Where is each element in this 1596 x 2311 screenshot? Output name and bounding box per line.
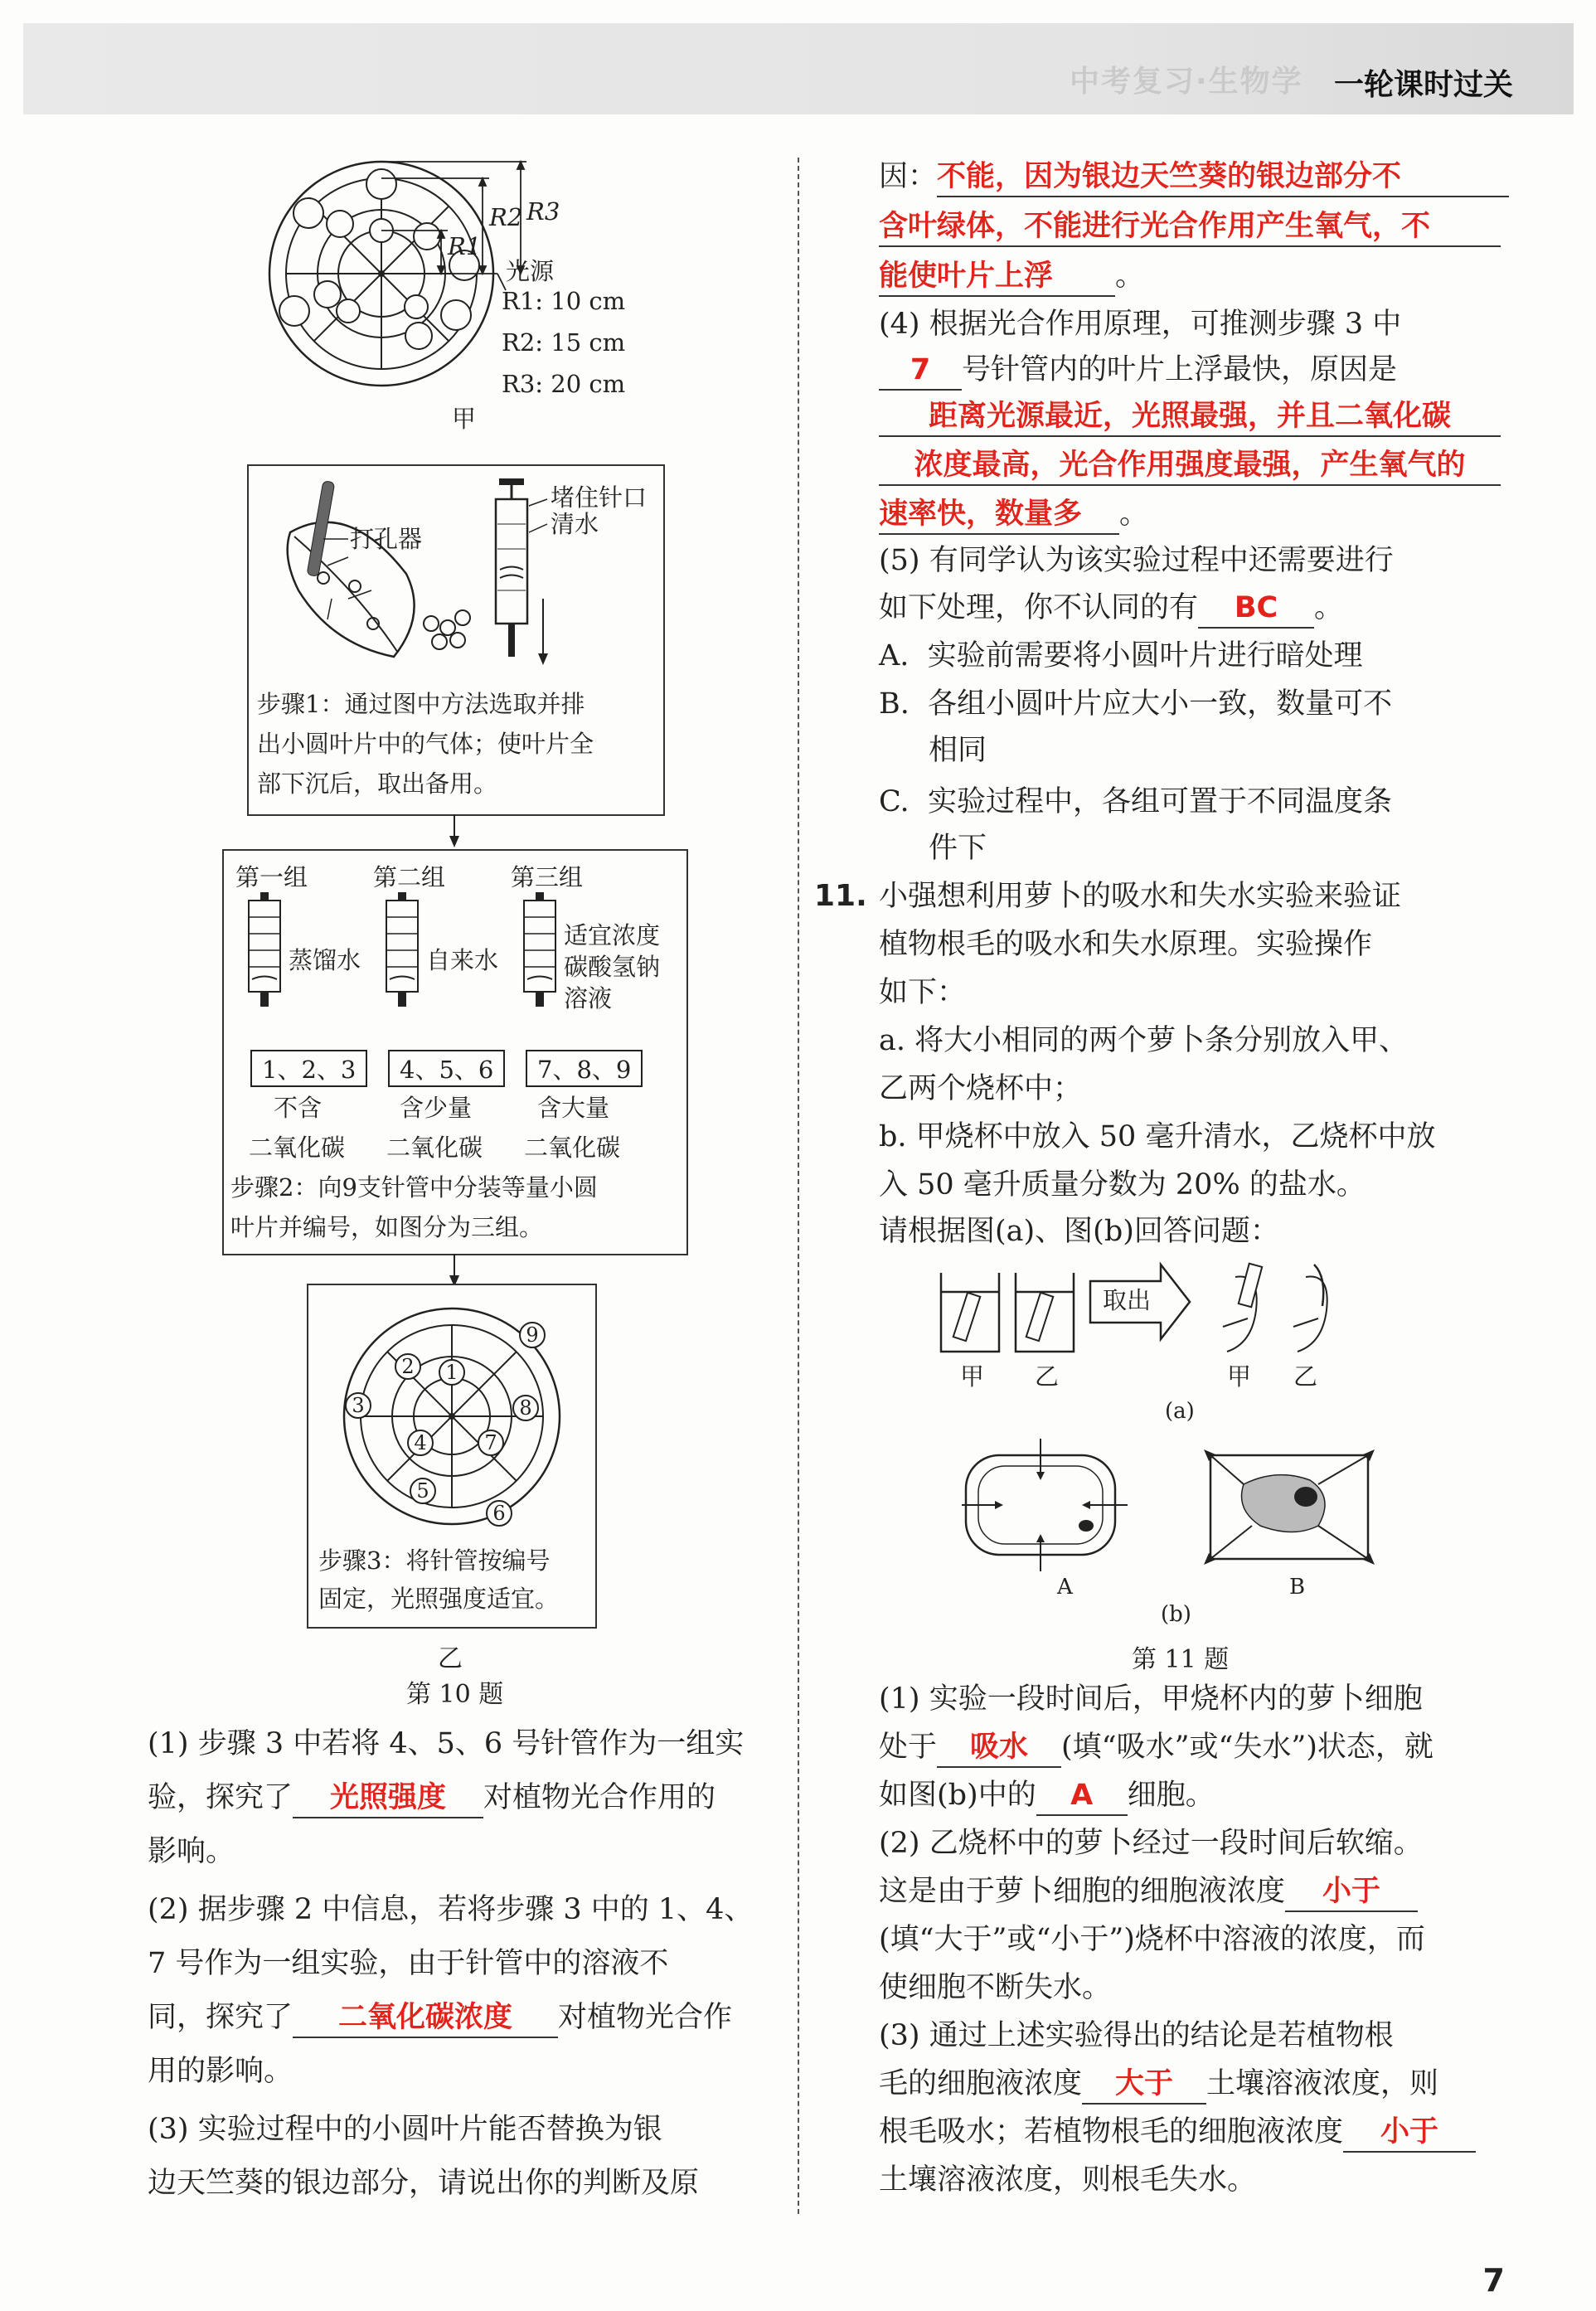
r2-label: R2 (489, 203, 523, 231)
q10-p2-line3: 同，探究了 二氧化碳浓度 对植物光合作 (148, 1997, 732, 2038)
q10-p4-line4 (879, 444, 1501, 486)
radish-yi-label: 乙 (1293, 1362, 1318, 1391)
q11-p2-line1: (2) 乙烧杯中的萝卜经过一段时间后软缩。 (879, 1827, 1423, 1860)
puncher-label: 打孔器 (350, 525, 423, 553)
q11-p2-answer: 小于 (1322, 1875, 1381, 1908)
q11-intro-line: 小强想利用萝卜的吸水和失水实验来验证 (879, 880, 1402, 913)
beaker-jia-label: 甲 (960, 1362, 985, 1391)
q10-p4-answer1: 7 (910, 353, 931, 386)
q10-p3-line2: 边天竺葵的银边部分，请说出你的判断及原 (148, 2167, 700, 2200)
q11-p2-line2: 这是由于萝卜细胞的细胞液浓度 小于 (879, 1871, 1418, 1912)
step1-text-line: 部下沉后，取出备用。 (257, 770, 498, 798)
co2-label: 二氧化碳 (386, 1134, 483, 1162)
liquid-label: 碳酸氢钠 (564, 953, 661, 981)
q11-p1-answer1: 吸水 (970, 1731, 1029, 1764)
tube-number-box: 4、5、6 (388, 1050, 505, 1087)
q11-prompt: 请根据图(a)、图(b)回答问题： (879, 1215, 1279, 1248)
q11-p1-line3: 如图(b)中的 A 细胞。 (879, 1775, 1215, 1816)
beaker-yi-label: 乙 (1035, 1362, 1060, 1391)
tube-number: 2 (401, 1355, 415, 1378)
figure-b-caption: (b) (1161, 1602, 1191, 1627)
q10-p4-answer2: 速率快，数量多 (879, 498, 1083, 531)
option-b: B. 各组小圆叶片应大小一致，数量可不 (879, 687, 1393, 721)
q11-step-a: 乙两个烧杯中； (879, 1072, 1083, 1105)
r3-value: R3: 20 cm (502, 370, 626, 398)
seal-label: 堵住针口 (551, 483, 648, 512)
figure-11-title: 第 11 题 (1132, 1645, 1230, 1674)
figure-11a (937, 1260, 1418, 1443)
co2-amount: 不含 (274, 1094, 323, 1122)
q10-p3-answer: 能使叶片上浮 (879, 260, 1054, 293)
r2-value: R2: 15 cm (502, 328, 626, 357)
tube-number: 3 (352, 1394, 365, 1417)
q10-p5-answer: BC (1234, 591, 1278, 624)
co2-label: 二氧化碳 (524, 1134, 621, 1162)
step2-text-line: 叶片并编号，如图分为三组。 (230, 1213, 544, 1241)
tube-number: 4 (414, 1431, 427, 1454)
q10-p2-answer: 二氧化碳浓度 (338, 2001, 513, 2034)
flow-arrow (446, 814, 463, 847)
q11-intro-line: 植物根毛的吸水和失水原理。实验操作 (879, 928, 1373, 961)
tube-number: 8 (519, 1396, 532, 1420)
option-c: C. 实验过程中，各组可置于不同温度条 (879, 785, 1392, 818)
option-c-cont: 件下 (929, 832, 987, 865)
r1-label: R1 (448, 232, 482, 260)
tube-number: 7 (484, 1431, 497, 1454)
page-number: 7 (1482, 2262, 1505, 2299)
q11-p2-line4: 使细胞不断失水。 (879, 1971, 1112, 2004)
q10-p4-line1: (4) 根据光合作用原理，可推测步骤 3 中 (879, 308, 1402, 341)
option-b-cont: 相同 (929, 734, 987, 767)
q10-p3-line1: (3) 实验过程中的小圆叶片能否替换为银 (148, 2113, 662, 2146)
q10-p1-line3: 影响。 (148, 1835, 235, 1868)
r1-value: R1: 10 cm (502, 287, 626, 315)
figure-a-caption: (a) (1165, 1399, 1195, 1424)
step1-text-line: 步骤1：通过图中方法选取并排 (257, 690, 585, 718)
q11-p2-line3: (填“大于”或“小于”)烧杯中溶液的浓度，而 (879, 1923, 1425, 1956)
q10-p2-line4: 用的影响。 (148, 2055, 293, 2088)
tube-number: 6 (492, 1502, 506, 1525)
figure-11b (962, 1435, 1426, 1625)
q10-p3-line3: 因：不能，因为银边天竺葵的银边部分不 (879, 156, 1509, 197)
step1-text-line: 出小圆叶片中的气体；使叶片全 (257, 730, 594, 758)
question-number: 11. (814, 879, 867, 913)
cell-b-label: B (1289, 1575, 1306, 1600)
co2-amount: 含少量 (400, 1094, 473, 1122)
q10-p4-answer2: 距离光源最近，光照最强，并且二氧化碳 (928, 400, 1451, 433)
q11-p3-line1: (3) 通过上述实验得出的结论是若植物根 (879, 2019, 1394, 2052)
q10-p2-line2: 7 号作为一组实验，由于针管中的溶液不 (148, 1947, 669, 1980)
q10-p4-line5: 速率快，数量多 。 (879, 493, 1148, 535)
radish-jia-label: 甲 (1227, 1362, 1252, 1391)
flow-arrow (446, 1254, 463, 1287)
q10-p3-answer: 含叶绿体，不能进行光合作用产生氧气，不 (879, 210, 1431, 243)
tube-number-box: 1、2、3 (250, 1050, 367, 1087)
q10-p5-line2: 如下处理，你不认同的有 BC 。 (879, 587, 1343, 629)
step2-text-line: 步骤2：向9支针管中分装等量小圆 (230, 1173, 598, 1202)
column-divider (798, 158, 799, 2214)
q10-p4-line3 (879, 396, 1501, 437)
step1-box (247, 464, 665, 816)
q11-p3-answer2: 小于 (1380, 2115, 1439, 2148)
q10-p1-line2: 验，探究了 光照强度 对植物光合作用的 (148, 1777, 716, 1818)
figure-10-title: 第 10 题 (406, 1680, 504, 1709)
step3-illustration (308, 1285, 595, 1526)
q10-p3-line4 (879, 206, 1501, 247)
light-source-label: 光源 (506, 257, 555, 285)
figure-jia-caption: 甲 (452, 405, 477, 433)
water-label: 清水 (551, 510, 599, 538)
q11-p1-line2: 处于 吸水 (填“吸水”或“失水”)状态，就 (879, 1726, 1433, 1768)
group-label: 第一组 (235, 863, 308, 891)
group-label: 第三组 (511, 863, 584, 891)
step1-illustration (249, 466, 663, 673)
liquid-label: 溶液 (564, 984, 613, 1012)
co2-amount: 含大量 (537, 1094, 610, 1122)
take-out-label: 取出 (1103, 1286, 1152, 1314)
q11-intro-line: 如下： (879, 976, 967, 1009)
r3-label: R3 (526, 197, 560, 226)
q10-p4-answer2: 浓度最高，光合作用强度最强，产生氧气的 (914, 449, 1466, 482)
tube-number: 9 (526, 1323, 539, 1347)
tube-number: 1 (445, 1361, 458, 1384)
step3-text-line: 步骤3：将针管按编号 (318, 1546, 551, 1575)
q11-p1-answer2: A (1070, 1779, 1094, 1812)
tube-number-box: 7、8、9 (526, 1050, 643, 1087)
step3-box (307, 1284, 597, 1629)
q11-p1-line1: (1) 实验一段时间后，甲烧杯内的萝卜细胞 (879, 1682, 1423, 1716)
co2-label: 二氧化碳 (249, 1134, 346, 1162)
q10-p3-line5: 能使叶片上浮 。 (879, 255, 1144, 297)
q10-p1-line1: (1) 步骤 3 中若将 4、5、6 号针管作为一组实 (148, 1727, 745, 1760)
q10-p2-line1: (2) 据步骤 2 中信息，若将步骤 3 中的 1、4、 (148, 1893, 754, 1926)
q11-step-b: 入 50 毫升质量分数为 20% 的盐水。 (879, 1168, 1366, 1202)
liquid-label: 自来水 (426, 946, 499, 974)
q10-p5-line1: (5) 有同学认为该实验过程中还需要进行 (879, 544, 1394, 577)
step2-box (222, 849, 688, 1255)
step3-text-line: 固定，光照强度适宜。 (318, 1585, 560, 1613)
cell-a-label: A (1057, 1575, 1073, 1600)
q11-p3-line2: 毛的细胞液浓度 大于 土壤溶液浓度，则 (879, 2063, 1438, 2105)
group-label: 第二组 (373, 863, 446, 891)
q11-p3-line4: 土壤溶液浓度，则根毛失水。 (879, 2163, 1257, 2197)
q11-step-a: a. 将大小相同的两个萝卜条分别放入甲、 (879, 1024, 1409, 1057)
q10-p1-answer: 光照强度 (330, 1781, 447, 1814)
q11-p3-answer1: 大于 (1115, 2067, 1174, 2100)
q11-step-b: b. 甲烧杯中放入 50 毫升清水，乙烧杯中放 (879, 1120, 1436, 1153)
option-a: A. 实验前需要将小圆叶片进行暗处理 (879, 639, 1363, 672)
tube-number: 5 (416, 1479, 429, 1503)
header-watermark: 中考复习·生物学 (1070, 65, 1303, 99)
liquid-label: 适宜浓度 (564, 921, 661, 949)
figure-yi-caption: 乙 (438, 1644, 463, 1673)
q10-p4-line2: 7 号针管内的叶片上浮最快，原因是 (879, 349, 1397, 391)
q10-p3-answer: 不能，因为银边天竺葵的银边部分不 (937, 160, 1402, 193)
section-title: 一轮课时过关 (1333, 68, 1513, 102)
q11-p3-line3: 根毛吸水；若植物根毛的细胞液浓度 小于 (879, 2111, 1476, 2153)
liquid-label: 蒸馏水 (289, 946, 361, 974)
